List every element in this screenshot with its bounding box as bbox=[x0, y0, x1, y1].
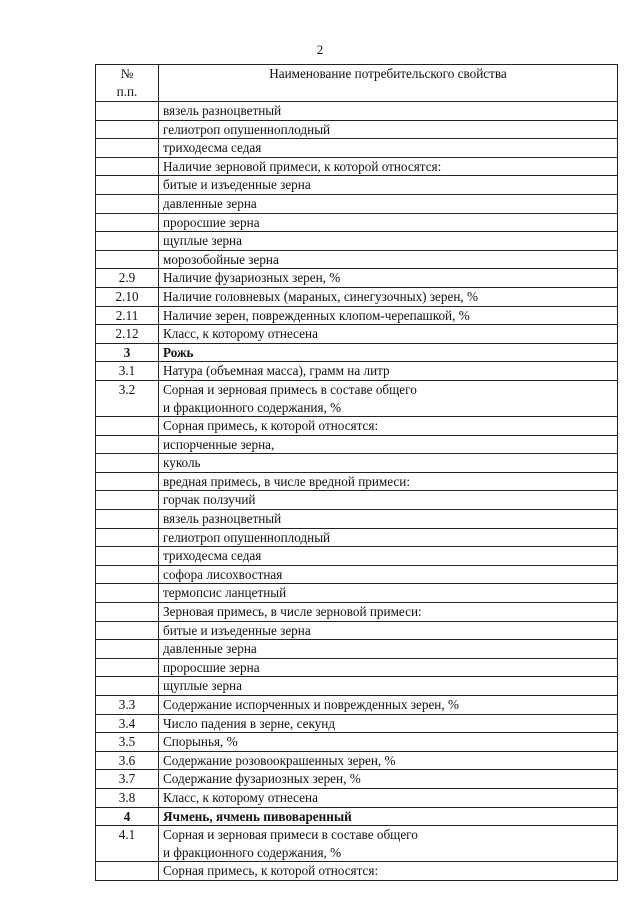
row-property-name: Класс, к которому отнесена bbox=[159, 325, 618, 344]
row-property-name: давленные зерна bbox=[159, 194, 618, 213]
row-property-name: щуплые зерна bbox=[159, 232, 618, 251]
table-row bbox=[96, 547, 618, 566]
table-row bbox=[96, 120, 618, 139]
row-property-name: давленные зерна bbox=[159, 640, 618, 659]
row-number: 3 bbox=[96, 343, 159, 362]
row-number bbox=[96, 547, 159, 566]
row-number: 4 bbox=[96, 807, 159, 826]
row-property-name: триходесма седая bbox=[159, 139, 618, 158]
row-property-name: щуплые зерна bbox=[159, 677, 618, 696]
row-property-name bbox=[159, 826, 618, 862]
row-number bbox=[96, 213, 159, 232]
table-row bbox=[96, 826, 618, 862]
table-header-row bbox=[96, 65, 618, 102]
row-property-name: Содержание испорченных и поврежденных зерен, % bbox=[159, 696, 618, 715]
table-row bbox=[96, 472, 618, 491]
row-number bbox=[96, 232, 159, 251]
row-property-name-line1: Сорная и зерновая примеси в составе общего bbox=[163, 827, 418, 843]
row-number: 4.1 bbox=[96, 826, 159, 862]
row-property-name: вязель разноцветный bbox=[159, 102, 618, 121]
row-property-name: проросшие зерна bbox=[159, 658, 618, 677]
row-number: 3.7 bbox=[96, 770, 159, 789]
row-property-name: Наличие головневых (мараных, синегузочных) зерен, % bbox=[159, 287, 618, 306]
row-property-name: Сорная примесь, к которой относятся: bbox=[159, 417, 618, 436]
row-property-name-line2: и фракционного содержания, % bbox=[163, 844, 342, 860]
row-number: 3.6 bbox=[96, 751, 159, 770]
row-number bbox=[96, 491, 159, 510]
row-number bbox=[96, 454, 159, 473]
row-property-name: Содержание фузариозных зерен, % bbox=[159, 770, 618, 789]
table-row bbox=[96, 232, 618, 251]
table-row bbox=[96, 640, 618, 659]
table-row bbox=[96, 510, 618, 529]
row-number: 3.4 bbox=[96, 714, 159, 733]
row-property-name-line1: Сорная и зерновая примесь в составе общего bbox=[163, 381, 417, 397]
table-row bbox=[96, 565, 618, 584]
table-row bbox=[96, 603, 618, 622]
table-row bbox=[96, 380, 618, 416]
row-property-name: Содержание розовоокрашенных зерен, % bbox=[159, 751, 618, 770]
row-property-name: Спорынья, % bbox=[159, 733, 618, 752]
section-row bbox=[96, 343, 618, 362]
table-row bbox=[96, 733, 618, 752]
row-number bbox=[96, 603, 159, 622]
table-row bbox=[96, 454, 618, 473]
row-number bbox=[96, 528, 159, 547]
table-row bbox=[96, 696, 618, 715]
row-number bbox=[96, 658, 159, 677]
table-row bbox=[96, 325, 618, 344]
header-property-name: Наименование потребительского свойства bbox=[159, 65, 618, 102]
row-property-name: Ячмень, ячмень пивоваренный bbox=[159, 807, 618, 826]
table-row bbox=[96, 194, 618, 213]
row-property-name: Наличие зерен, поврежденных клопом-черепашкой, % bbox=[159, 306, 618, 325]
properties-table bbox=[95, 64, 618, 881]
row-number bbox=[96, 176, 159, 195]
row-number bbox=[96, 139, 159, 158]
row-number: 3.8 bbox=[96, 788, 159, 807]
row-property-name: морозобойные зерна bbox=[159, 250, 618, 269]
table-row bbox=[96, 269, 618, 288]
row-number bbox=[96, 194, 159, 213]
header-number bbox=[96, 65, 159, 102]
table-row bbox=[96, 417, 618, 436]
row-property-name: испорченные зерна, bbox=[159, 435, 618, 454]
table-row bbox=[96, 584, 618, 603]
row-property-name: проросшие зерна bbox=[159, 213, 618, 232]
row-property-name: Зерновая примесь, в числе зерновой примеси: bbox=[159, 603, 618, 622]
row-number bbox=[96, 435, 159, 454]
table-row bbox=[96, 435, 618, 454]
table-row bbox=[96, 213, 618, 232]
row-property-name: Наличие фузариозных зерен, % bbox=[159, 269, 618, 288]
row-number: 2.12 bbox=[96, 325, 159, 344]
header-number-symbol: № bbox=[120, 66, 134, 81]
table-row bbox=[96, 287, 618, 306]
row-property-name: термопсис ланцетный bbox=[159, 584, 618, 603]
table-row bbox=[96, 157, 618, 176]
row-property-name: куколь bbox=[159, 454, 618, 473]
table-row bbox=[96, 139, 618, 158]
row-number: 3.1 bbox=[96, 362, 159, 381]
table-row bbox=[96, 677, 618, 696]
row-number: 3.3 bbox=[96, 696, 159, 715]
row-property-name bbox=[159, 380, 618, 416]
row-number bbox=[96, 510, 159, 529]
row-number bbox=[96, 250, 159, 269]
row-property-name: битые и изъеденные зерна bbox=[159, 176, 618, 195]
table-row bbox=[96, 862, 618, 881]
table-row bbox=[96, 658, 618, 677]
page-number: 2 bbox=[316, 42, 324, 57]
row-number: 3.5 bbox=[96, 733, 159, 752]
row-property-name: Рожь bbox=[159, 343, 618, 362]
row-number: 3.2 bbox=[96, 380, 159, 416]
row-property-name: вредная примесь, в числе вредной примеси: bbox=[159, 472, 618, 491]
table-row bbox=[96, 528, 618, 547]
row-number bbox=[96, 584, 159, 603]
row-number bbox=[96, 157, 159, 176]
row-number: 2.10 bbox=[96, 287, 159, 306]
table-row bbox=[96, 250, 618, 269]
row-property-name: вязель разноцветный bbox=[159, 510, 618, 529]
row-property-name: битые и изъеденные зерна bbox=[159, 621, 618, 640]
row-number bbox=[96, 472, 159, 491]
row-number: 2.9 bbox=[96, 269, 159, 288]
row-property-name: гелиотроп опушенноплодный bbox=[159, 528, 618, 547]
row-property-name: гелиотроп опушенноплодный bbox=[159, 120, 618, 139]
row-property-name: софора лисохвостная bbox=[159, 565, 618, 584]
row-property-name-line2: и фракционного содержания, % bbox=[163, 399, 342, 415]
row-number bbox=[96, 120, 159, 139]
row-number bbox=[96, 417, 159, 436]
table-row bbox=[96, 621, 618, 640]
row-property-name: Класс, к которому отнесена bbox=[159, 788, 618, 807]
table-row bbox=[96, 770, 618, 789]
row-number bbox=[96, 640, 159, 659]
table-row bbox=[96, 306, 618, 325]
row-property-name: горчак ползучий bbox=[159, 491, 618, 510]
row-property-name: Сорная примесь, к которой относятся: bbox=[159, 862, 618, 881]
table-row bbox=[96, 176, 618, 195]
table-row bbox=[96, 714, 618, 733]
table-row bbox=[96, 751, 618, 770]
row-property-name: Число падения в зерне, секунд bbox=[159, 714, 618, 733]
row-number: 2.11 bbox=[96, 306, 159, 325]
row-number bbox=[96, 862, 159, 881]
table-row bbox=[96, 362, 618, 381]
section-row bbox=[96, 807, 618, 826]
row-number bbox=[96, 677, 159, 696]
table-row bbox=[96, 491, 618, 510]
table-row bbox=[96, 102, 618, 121]
row-number bbox=[96, 102, 159, 121]
row-number bbox=[96, 565, 159, 584]
row-property-name: Наличие зерновой примеси, к которой относятся: bbox=[159, 157, 618, 176]
row-number bbox=[96, 621, 159, 640]
header-number-abbr: п.п. bbox=[116, 84, 138, 99]
row-property-name: триходесма седая bbox=[159, 547, 618, 566]
table-row bbox=[96, 788, 618, 807]
row-property-name: Натура (объемная масса), грамм на литр bbox=[159, 362, 618, 381]
table-body bbox=[96, 102, 618, 881]
